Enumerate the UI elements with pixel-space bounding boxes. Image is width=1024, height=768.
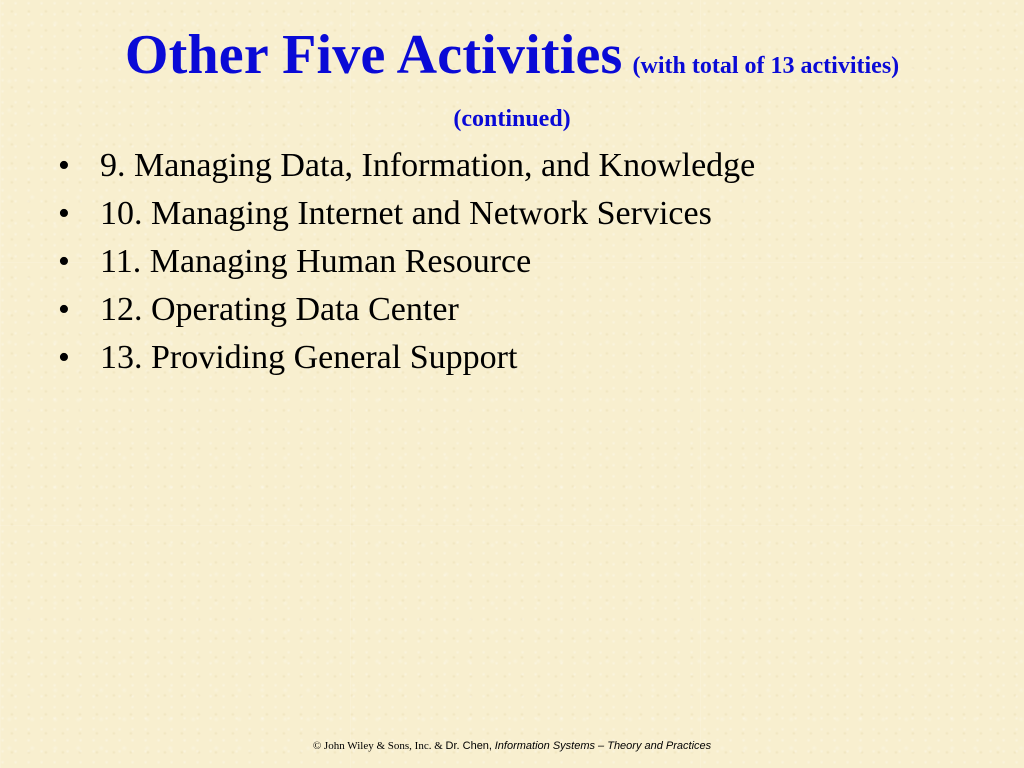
slide-footer: [0, 740, 1024, 752]
bullet-icon: •: [58, 195, 70, 232]
continued-label: (continued): [453, 106, 571, 132]
list-item-text: 13. Providing General Support: [100, 339, 518, 376]
list-item: [58, 190, 755, 238]
list-item-text: 12. Operating Data Center: [100, 291, 459, 328]
list-item-text: 10. Managing Internet and Network Services: [100, 195, 712, 232]
list-item: [58, 286, 755, 334]
title-line: [0, 22, 1024, 102]
slide-title-note: (with total of 13 activities): [632, 53, 900, 79]
list-item-text: 9. Managing Data, Information, and Knowledge: [100, 147, 756, 184]
footer-copyright: © John Wiley & Sons, Inc. &: [312, 740, 443, 752]
footer-book-title: Information Systems – Theory and Practices: [494, 740, 712, 752]
bullet-icon: •: [58, 243, 70, 280]
activity-list: [58, 142, 755, 382]
title-block: [0, 22, 1024, 134]
list-item: [58, 334, 755, 382]
bullet-icon: •: [58, 339, 70, 376]
list-item: [58, 238, 755, 286]
list-item-text: 11. Managing Human Resource: [100, 243, 532, 280]
slide-title: Other Five Activities: [124, 24, 623, 86]
bullet-icon: •: [58, 291, 70, 328]
list-item: [58, 142, 755, 190]
footer-author: Dr. Chen,: [445, 740, 492, 752]
bullet-icon: •: [58, 147, 70, 184]
